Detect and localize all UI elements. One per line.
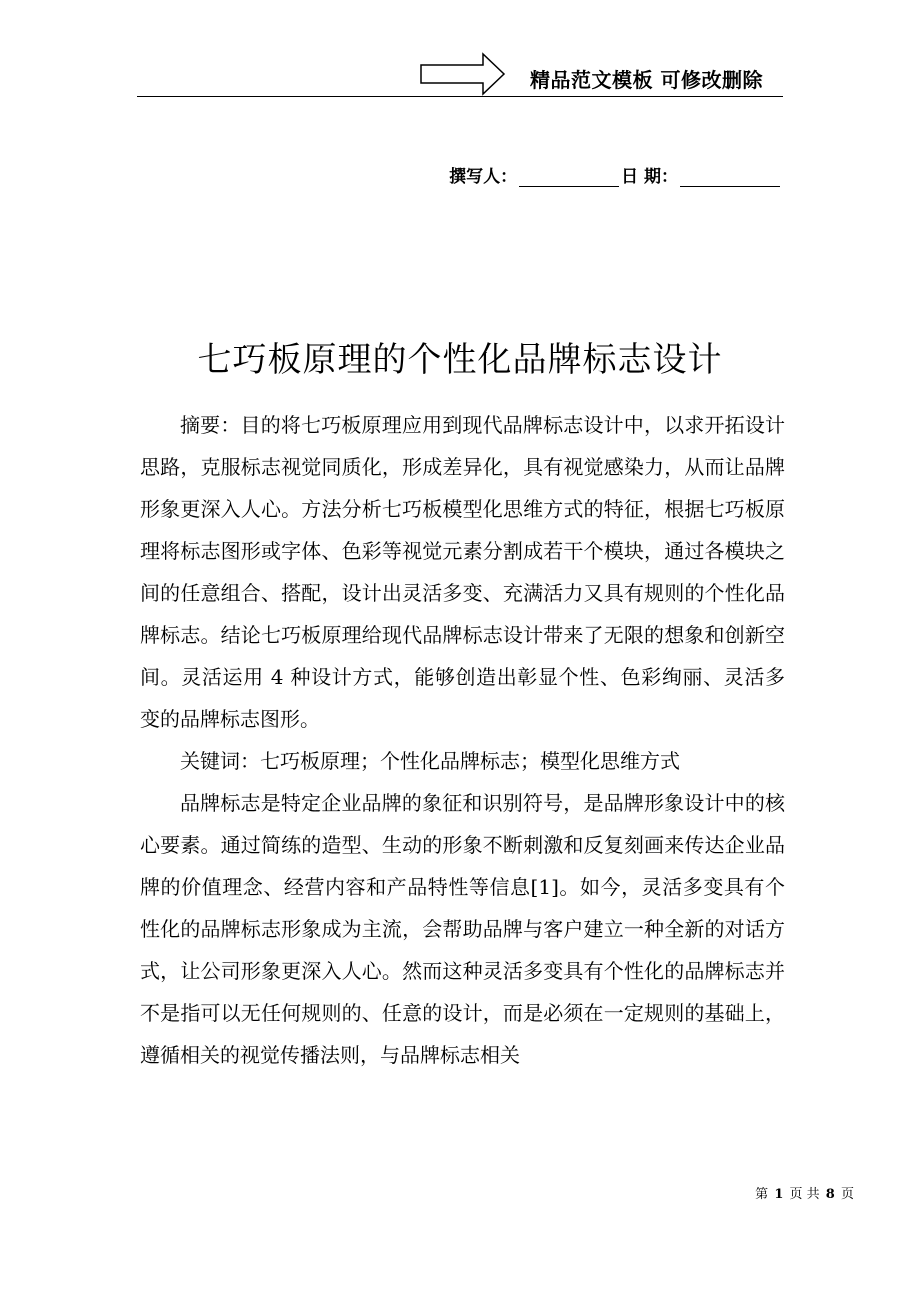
date-label: 日 期： — [621, 167, 678, 187]
keywords-paragraph: 关键词：七巧板原理；个性化品牌标志；模型化思维方式 — [180, 749, 680, 773]
total-pages-number: 8 — [825, 1187, 835, 1202]
arrow-icon — [420, 52, 506, 96]
header-banner: 精品范文模板 可修改删除 — [530, 68, 763, 92]
author-date-line — [449, 162, 782, 187]
body-paragraph: 品牌标志是特定企业品牌的象征和识别符号，是品牌形象设计中的核心要素。通过简练的造型、生动的形象不断刺激和反复刻画来传达企业品牌的价值理念、经营内容和产品特性等信息[1]。如今，灵活多变具有个性化的品牌标志形象成为主流，会帮助品牌与客户建立一种全新的对话方式，让公司形象更深入人心。然而这种灵活多变具有个性化的品牌标志并不是指可以无任何规则的、任意的设计，而是必须在一定规则的基础上，遵循相关的视觉传播法则，与品牌标志相关 — [140, 791, 785, 1067]
header-divider — [137, 96, 783, 97]
page-footer — [755, 1183, 854, 1202]
footer-suffix: 页 — [840, 1187, 854, 1202]
date-blank — [680, 168, 780, 187]
document-title: 七巧板原理的个性化品牌标志设计 — [197, 340, 723, 380]
current-page-number: 1 — [774, 1187, 784, 1202]
footer-middle: 页 共 — [789, 1187, 820, 1202]
abstract-paragraph: 摘要：目的将七巧板原理应用到现代品牌标志设计中，以求开拓设计思路，克服标志视觉同质化，形成差异化，具有视觉感染力，从而让品牌形象更深入人心。方法分析七巧板模型化思维方式的特征，根据七巧板原理将标志图形或字体、色彩等视觉元素分割成若干个模块，通过各模块之间的任意组合、搭配，设计出灵活多变、充满活力又具有规则的个性化品牌标志。结论七巧板原理给现代品牌标志设计带来了无限的想象和创新空间。灵活运用 4 种设计方式，能够创造出彰显个性、色彩绚丽、灵活多变的品牌标志图形。 — [140, 413, 785, 731]
author-blank — [519, 168, 619, 187]
author-label: 撰写人： — [449, 167, 518, 187]
document-body — [140, 404, 785, 1076]
footer-prefix: 第 — [755, 1187, 769, 1202]
